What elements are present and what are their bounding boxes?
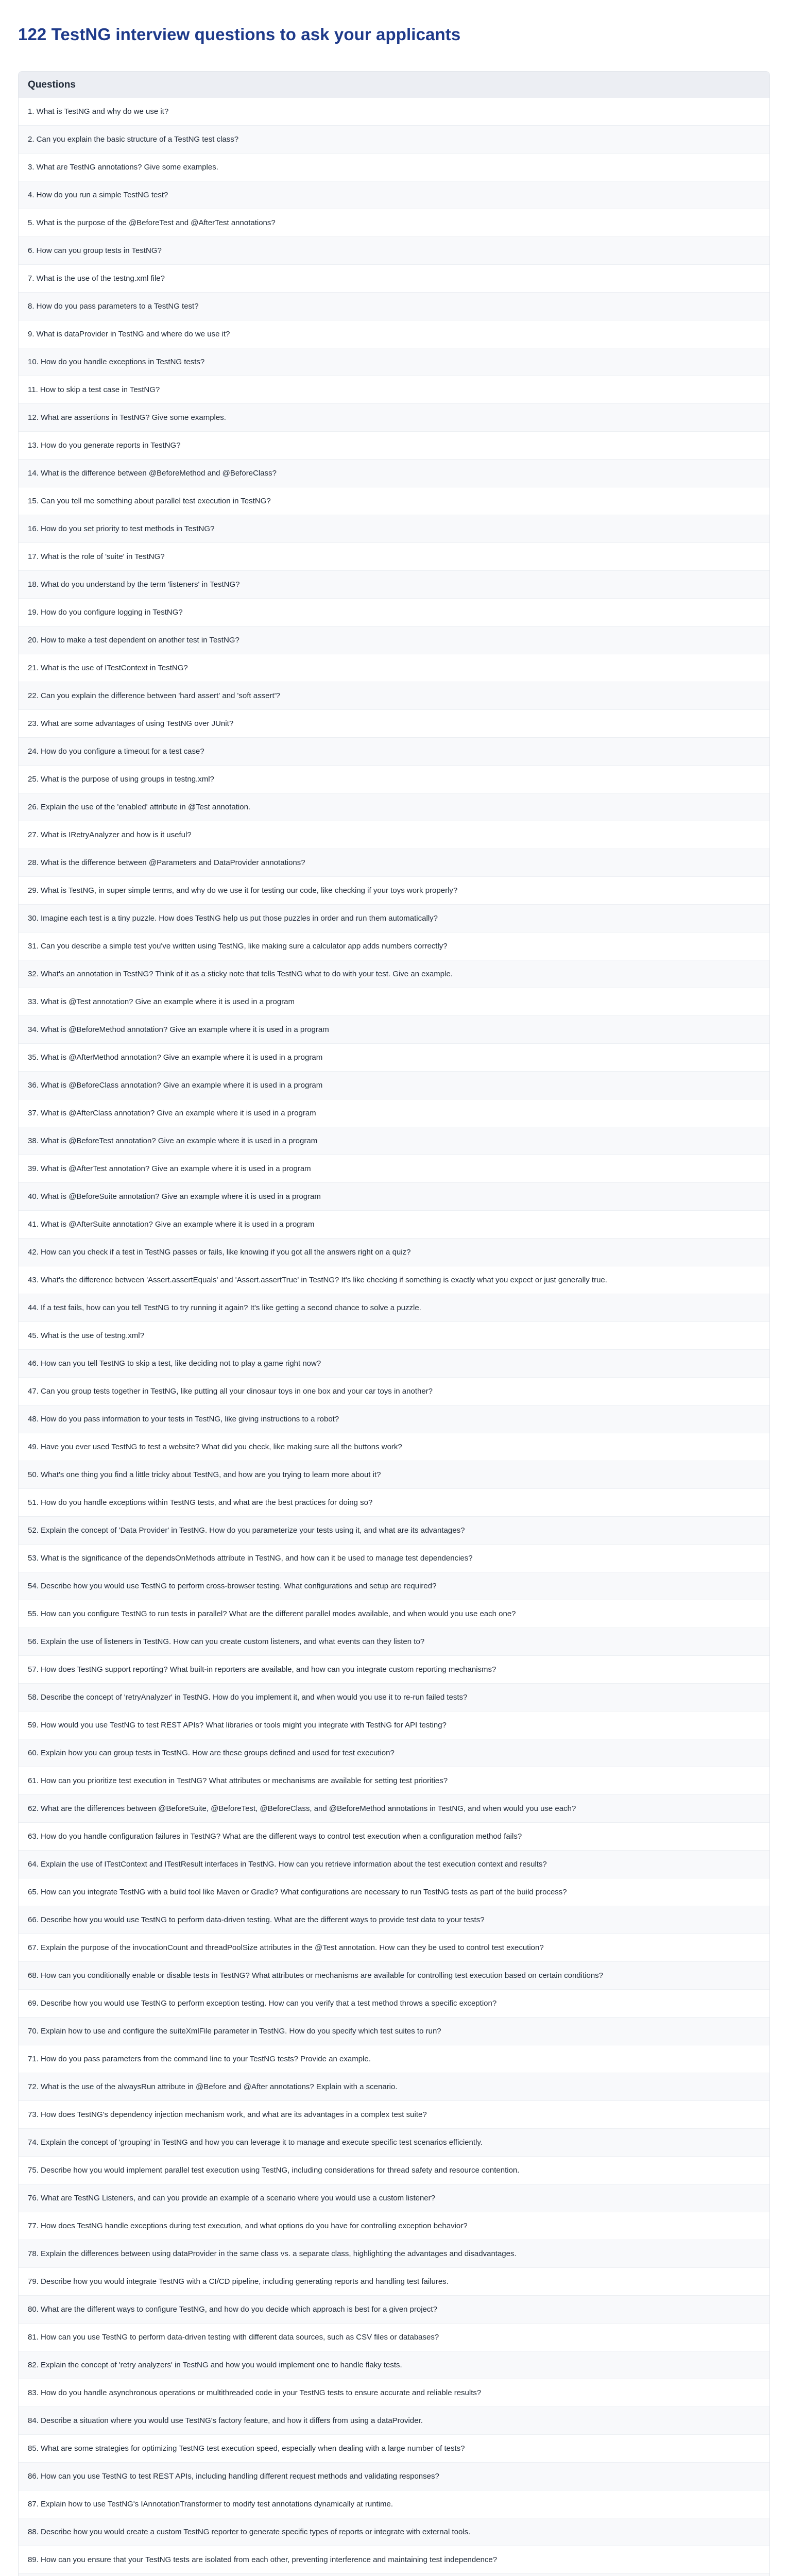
question-row: 56. Explain the use of listeners in TestNG. How can you create custom listeners, and what events can they listen to? bbox=[19, 1628, 769, 1656]
question-row: 37. What is @AfterClass annotation? Give an example where it is used in a program bbox=[19, 1099, 769, 1127]
question-row: 79. Describe how you would integrate TestNG with a CI/CD pipeline, including generating reports and handling test failures. bbox=[19, 2268, 769, 2296]
question-row: 55. How can you configure TestNG to run tests in parallel? What are the different parallel modes available, and when would you use each one? bbox=[19, 1600, 769, 1628]
question-row: 27. What is IRetryAnalyzer and how is it useful? bbox=[19, 821, 769, 849]
question-row: 32. What's an annotation in TestNG? Think of it as a sticky note that tells TestNG what to do with your test. Give an example. bbox=[19, 960, 769, 988]
page bbox=[18, 0, 770, 2576]
question-row: 39. What is @AfterTest annotation? Give an example where it is used in a program bbox=[19, 1155, 769, 1183]
question-row: 6. How can you group tests in TestNG? bbox=[19, 237, 769, 265]
question-list bbox=[19, 98, 769, 2576]
question-row: 43. What's the difference between 'Assert.assertEquals' and 'Assert.assertTrue' in TestNG? It's like checking if something is exactly what you expect or just generally true. bbox=[19, 1266, 769, 1294]
questions-table bbox=[18, 71, 770, 2576]
question-row: 13. How do you generate reports in TestNG? bbox=[19, 432, 769, 460]
question-row: 48. How do you pass information to your tests in TestNG, like giving instructions to a robot? bbox=[19, 1405, 769, 1433]
question-row: 54. Describe how you would use TestNG to perform cross-browser testing. What configurations and setup are required? bbox=[19, 1572, 769, 1600]
question-row: 78. Explain the differences between using dataProvider in the same class vs. a separate class, highlighting the advantages and disadvantages. bbox=[19, 2240, 769, 2268]
question-row: 87. Explain how to use TestNG's IAnnotationTransformer to modify test annotations dynamically at runtime. bbox=[19, 2490, 769, 2518]
question-row: 64. Explain the use of ITestContext and ITestResult interfaces in TestNG. How can you retrieve information about the test execution context and results? bbox=[19, 1851, 769, 1878]
question-row: 50. What's one thing you find a little tricky about TestNG, and how are you trying to learn more about it? bbox=[19, 1461, 769, 1489]
question-row: 75. Describe how you would implement parallel test execution using TestNG, including considerations for thread safety and resource contention. bbox=[19, 2157, 769, 2184]
question-row: 5. What is the purpose of the @BeforeTest and @AfterTest annotations? bbox=[19, 209, 769, 237]
question-row: 84. Describe a situation where you would use TestNG's factory feature, and how it differs from using a dataProvider. bbox=[19, 2407, 769, 2435]
question-row: 21. What is the use of ITestContext in TestNG? bbox=[19, 654, 769, 682]
question-row: 74. Explain the concept of 'grouping' in TestNG and how you can leverage it to manage and execute specific test scenarios efficiently. bbox=[19, 2129, 769, 2157]
question-row: 72. What is the use of the alwaysRun attribute in @Before and @After annotations? Explain with a scenario. bbox=[19, 2073, 769, 2101]
question-row: 36. What is @BeforeClass annotation? Give an example where it is used in a program bbox=[19, 1072, 769, 1099]
question-row: 30. Imagine each test is a tiny puzzle. How does TestNG help us put those puzzles in order and run them automatically? bbox=[19, 905, 769, 933]
question-row: 68. How can you conditionally enable or disable tests in TestNG? What attributes or mechanisms are available for controlling test execution based on certain conditions? bbox=[19, 1962, 769, 1990]
question-row: 81. How can you use TestNG to perform data-driven testing with different data sources, such as CSV files or databases? bbox=[19, 2324, 769, 2351]
question-row: 58. Describe the concept of 'retryAnalyzer' in TestNG. How do you implement it, and when would you use it to re-run failed tests? bbox=[19, 1684, 769, 1711]
question-row: 77. How does TestNG handle exceptions during test execution, and what options do you have for controlling exception behavior? bbox=[19, 2212, 769, 2240]
question-row: 59. How would you use TestNG to test REST APIs? What libraries or tools might you integrate with TestNG for API testing? bbox=[19, 1711, 769, 1739]
page-title: 122 TestNG interview questions to ask your applicants bbox=[18, 25, 461, 44]
question-row bbox=[19, 2574, 769, 2576]
question-row: 82. Explain the concept of 'retry analyzers' in TestNG and how you would implement one to handle flaky tests. bbox=[19, 2351, 769, 2379]
question-row: 88. Describe how you would create a custom TestNG reporter to generate specific types of reports or integrate with external tools. bbox=[19, 2518, 769, 2546]
question-row: 65. How can you integrate TestNG with a build tool like Maven or Gradle? What configurations are necessary to run TestNG tests as part of the build process? bbox=[19, 1878, 769, 1906]
question-row: 85. What are some strategies for optimizing TestNG test execution speed, especially when dealing with a large number of tests? bbox=[19, 2435, 769, 2463]
question-row: 86. How can you use TestNG to test REST APIs, including handling different request methods and validating responses? bbox=[19, 2463, 769, 2490]
question-row: 29. What is TestNG, in super simple terms, and why do we use it for testing our code, like checking if your toys work properly? bbox=[19, 877, 769, 905]
question-row: 89. How can you ensure that your TestNG tests are isolated from each other, preventing interference and maintaining test independence? bbox=[19, 2546, 769, 2574]
question-row: 73. How does TestNG's dependency injection mechanism work, and what are its advantages in a complex test suite? bbox=[19, 2101, 769, 2129]
question-row: 16. How do you set priority to test methods in TestNG? bbox=[19, 515, 769, 543]
question-row: 1. What is TestNG and why do we use it? bbox=[19, 98, 769, 126]
question-row: 15. Can you tell me something about parallel test execution in TestNG? bbox=[19, 487, 769, 515]
table-header: Questions bbox=[19, 72, 769, 98]
question-row: 57. How does TestNG support reporting? What built-in reporters are available, and how can you integrate custom reporting mechanisms? bbox=[19, 1656, 769, 1684]
question-row: 62. What are the differences between @BeforeSuite, @BeforeTest, @BeforeClass, and @BeforeMethod annotations in TestNG, and when would you use each? bbox=[19, 1795, 769, 1823]
question-row: 12. What are assertions in TestNG? Give some examples. bbox=[19, 404, 769, 432]
question-row: 70. Explain how to use and configure the suiteXmlFile parameter in TestNG. How do you specify which test suites to run? bbox=[19, 2018, 769, 2045]
question-row: 35. What is @AfterMethod annotation? Give an example where it is used in a program bbox=[19, 1044, 769, 1072]
question-row: 80. What are the different ways to configure TestNG, and how do you decide which approach is best for a given project? bbox=[19, 2296, 769, 2324]
question-row: 19. How do you configure logging in TestNG? bbox=[19, 599, 769, 626]
question-row: 69. Describe how you would use TestNG to perform exception testing. How can you verify that a test method throws a specific exception? bbox=[19, 1990, 769, 2018]
question-row: 11. How to skip a test case in TestNG? bbox=[19, 376, 769, 404]
question-row: 53. What is the significance of the dependsOnMethods attribute in TestNG, and how can it be used to manage test dependencies? bbox=[19, 1545, 769, 1572]
question-row: 9. What is dataProvider in TestNG and where do we use it? bbox=[19, 320, 769, 348]
question-row: 2. Can you explain the basic structure of a TestNG test class? bbox=[19, 126, 769, 154]
question-row: 41. What is @AfterSuite annotation? Give an example where it is used in a program bbox=[19, 1211, 769, 1239]
question-row: 51. How do you handle exceptions within TestNG tests, and what are the best practices for doing so? bbox=[19, 1489, 769, 1517]
question-row: 23. What are some advantages of using TestNG over JUnit? bbox=[19, 710, 769, 738]
question-row: 49. Have you ever used TestNG to test a website? What did you check, like making sure all the buttons work? bbox=[19, 1433, 769, 1461]
question-row: 28. What is the difference between @Parameters and DataProvider annotations? bbox=[19, 849, 769, 877]
question-row: 4. How do you run a simple TestNG test? bbox=[19, 181, 769, 209]
question-row: 71. How do you pass parameters from the command line to your TestNG tests? Provide an example. bbox=[19, 2045, 769, 2073]
question-row: 31. Can you describe a simple test you've written using TestNG, like making sure a calculator app adds numbers correctly? bbox=[19, 933, 769, 960]
question-row: 26. Explain the use of the 'enabled' attribute in @Test annotation. bbox=[19, 793, 769, 821]
question-row: 63. How do you handle configuration failures in TestNG? What are the different ways to control test execution when a configuration method fails? bbox=[19, 1823, 769, 1851]
question-row: 61. How can you prioritize test execution in TestNG? What attributes or mechanisms are available for setting test priorities? bbox=[19, 1767, 769, 1795]
question-row: 14. What is the difference between @BeforeMethod and @BeforeClass? bbox=[19, 460, 769, 487]
question-row: 17. What is the role of 'suite' in TestNG? bbox=[19, 543, 769, 571]
question-row: 10. How do you handle exceptions in TestNG tests? bbox=[19, 348, 769, 376]
question-row: 76. What are TestNG Listeners, and can you provide an example of a scenario where you would use a custom listener? bbox=[19, 2184, 769, 2212]
question-row: 3. What are TestNG annotations? Give some examples. bbox=[19, 154, 769, 181]
question-row: 52. Explain the concept of 'Data Provider' in TestNG. How do you parameterize your tests using it, and what are its advantages? bbox=[19, 1517, 769, 1545]
question-row: 25. What is the purpose of using groups in testng.xml? bbox=[19, 766, 769, 793]
question-row: 22. Can you explain the difference between 'hard assert' and 'soft assert'? bbox=[19, 682, 769, 710]
question-row: 38. What is @BeforeTest annotation? Give an example where it is used in a program bbox=[19, 1127, 769, 1155]
question-row: 33. What is @Test annotation? Give an example where it is used in a program bbox=[19, 988, 769, 1016]
question-row: 60. Explain how you can group tests in TestNG. How are these groups defined and used for test execution? bbox=[19, 1739, 769, 1767]
question-row: 24. How do you configure a timeout for a test case? bbox=[19, 738, 769, 766]
question-row: 20. How to make a test dependent on another test in TestNG? bbox=[19, 626, 769, 654]
question-row: 67. Explain the purpose of the invocationCount and threadPoolSize attributes in the @Test annotation. How can they be used to control test execution? bbox=[19, 1934, 769, 1962]
question-row: 7. What is the use of the testng.xml file? bbox=[19, 265, 769, 293]
question-row: 44. If a test fails, how can you tell TestNG to try running it again? It's like getting a second chance to solve a puzzle. bbox=[19, 1294, 769, 1322]
question-row: 40. What is @BeforeSuite annotation? Give an example where it is used in a program bbox=[19, 1183, 769, 1211]
question-row: 8. How do you pass parameters to a TestNG test? bbox=[19, 293, 769, 320]
question-row: 18. What do you understand by the term 'listeners' in TestNG? bbox=[19, 571, 769, 599]
question-row: 83. How do you handle asynchronous operations or multithreaded code in your TestNG tests to ensure accurate and reliable results? bbox=[19, 2379, 769, 2407]
question-row: 34. What is @BeforeMethod annotation? Give an example where it is used in a program bbox=[19, 1016, 769, 1044]
question-row: 47. Can you group tests together in TestNG, like putting all your dinosaur toys in one box and your car toys in another? bbox=[19, 1378, 769, 1405]
question-row: 66. Describe how you would use TestNG to perform data-driven testing. What are the different ways to provide test data to your tests? bbox=[19, 1906, 769, 1934]
question-row: 46. How can you tell TestNG to skip a test, like deciding not to play a game right now? bbox=[19, 1350, 769, 1378]
question-row: 45. What is the use of testng.xml? bbox=[19, 1322, 769, 1350]
question-row: 42. How can you check if a test in TestNG passes or fails, like knowing if you got all the answers right on a quiz? bbox=[19, 1239, 769, 1266]
